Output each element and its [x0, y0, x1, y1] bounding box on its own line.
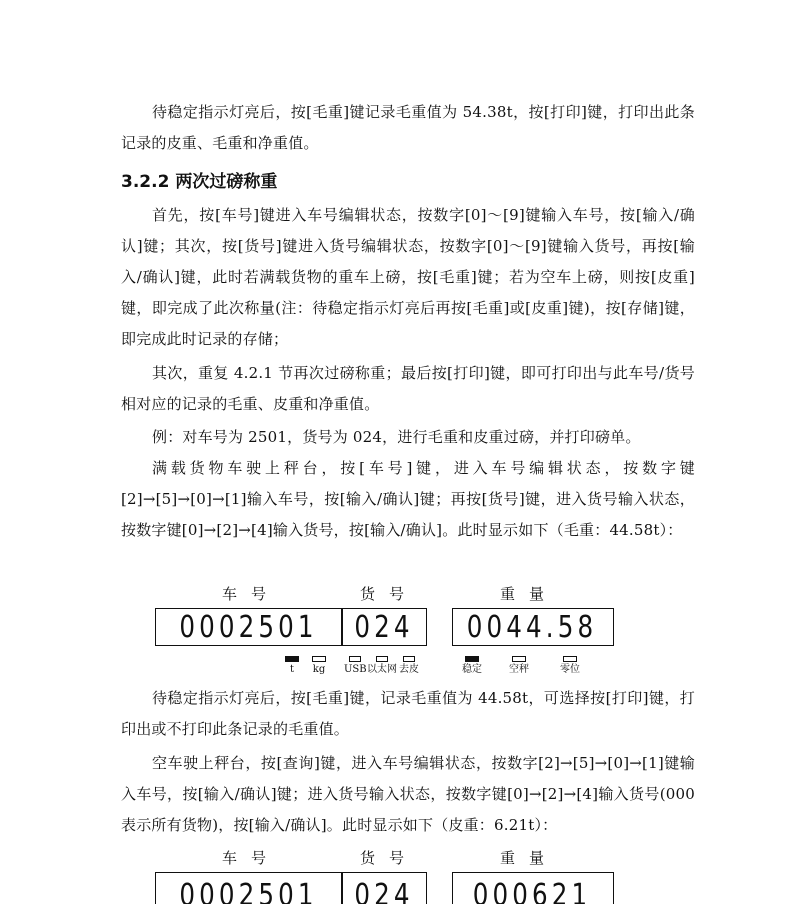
indicator-stable-label: 稳定 — [462, 664, 482, 675]
indicator-usb-lamp — [349, 656, 361, 662]
lcd-weight-panel — [452, 608, 614, 646]
indicator-t-lamp — [285, 656, 299, 662]
lcd-divider-2 — [341, 873, 343, 904]
indicator-empty-scale-lamp — [512, 656, 526, 662]
indicator-kg — [312, 656, 326, 675]
indicator-usb-label: USB — [344, 664, 367, 675]
indicator-tare-lamp — [403, 656, 415, 662]
indicator-tare-label: 去皮 — [399, 664, 419, 675]
indicator-kg-lamp — [312, 656, 326, 662]
lcd-car-no-value-2: 0002501 — [179, 877, 318, 904]
indicator-ethernet — [367, 656, 397, 675]
paragraph-4: 例：对车号为 2501，货号为 024，进行毛重和皮重过磅，并打印磅单。 — [152, 428, 641, 446]
indicator-zero — [560, 656, 580, 675]
indicator-empty-scale-label: 空秤 — [509, 664, 529, 675]
indicator-ethernet-label: 以太网 — [367, 664, 397, 675]
caption-goods-no-2: 货号 — [360, 849, 419, 867]
indicator-t-label: t — [289, 664, 295, 675]
caption-car-no-2: 车号 — [222, 849, 281, 867]
indicator-kg-label: kg — [312, 664, 326, 675]
lcd-car-no-value: 0002501 — [179, 609, 318, 645]
caption-goods-no: 货号 — [360, 585, 419, 603]
indicator-zero-lamp — [563, 656, 577, 662]
caption-car-no: 车号 — [222, 585, 281, 603]
paragraph-1: 待稳定指示灯亮后，按[毛重]键记录毛重值为 54.38t，按[打印]键，打印出此条记录的皮重、毛重和净重值。 — [121, 103, 695, 152]
indicator-zero-label: 零位 — [560, 664, 580, 675]
lcd-weight-value-2: 000621 — [472, 877, 592, 904]
lcd-car-goods-panel — [155, 608, 427, 646]
paragraph-3: 其次，重复 4.2.1 节再次过磅称重；最后按[打印]键，即可打印出与此车号/货号相对应的记录的毛重、皮重和净重值。 — [121, 364, 695, 413]
lcd-weight-value: 0044.58 — [466, 609, 598, 645]
indicator-empty-scale — [509, 656, 529, 675]
paragraph-7: 空车驶上秤台，按[查询]键，进入车号编辑状态，按数字[2]→[5]→[0]→[1]键输入车号，按[输入/确认]键；进入货号输入状态，按数字键[0]→[2]→[4]输入货号(000 表示所有货物)，按[输入/确认]。此时显示如下（皮重：6.21t）： — [121, 754, 695, 834]
section-heading: 3.2.2 两次过磅称重 — [121, 172, 278, 192]
lcd-divider — [341, 609, 343, 645]
lcd-weight-panel-2 — [452, 872, 614, 904]
paragraph-5: 满载货物车驶上秤台，按[车号]键，进入车号编辑状态，按数字键[2]→[5]→[0]→[1]输入车号，按[输入/确认]键；再按[货号]键，进入货号输入状态，按数字键[0]→[2]→[4]输入货号，按[输入/确认]。此时显示如下（毛重：44.58t）： — [121, 459, 695, 539]
lcd-goods-no-value: 024 — [353, 609, 414, 645]
caption-weight: 重量 — [500, 585, 559, 603]
indicator-usb — [344, 656, 367, 675]
paragraph-6: 待稳定指示灯亮后，按[毛重]键，记录毛重值为 44.58t，可选择按[打印]键，打印出或不打印此条记录的毛重值。 — [121, 689, 695, 738]
lcd-goods-no-value-2: 024 — [353, 877, 414, 904]
indicator-stable — [462, 656, 482, 675]
lcd-car-goods-panel-2 — [155, 872, 427, 904]
caption-weight-2: 重量 — [500, 849, 559, 867]
paragraph-2: 首先，按[车号]键进入车号编辑状态，按数字[0]～[9]键输入车号，按[输入/确认]键；其次，按[货号]键进入货号编辑状态，按数字[0]～[9]键输入货号，再按[输入/确认]键，此时若满载货物的重车上磅，按[毛重]键；若为空车上磅，则按[皮重]键，即完成了此次称量(注：待稳定指示灯亮后再按[毛重]或[皮重]键)，按[存储]键，即完成此时记录的存储； — [121, 206, 695, 348]
indicator-t — [285, 656, 299, 675]
indicator-tare — [399, 656, 419, 675]
indicator-stable-lamp — [465, 656, 479, 662]
indicator-ethernet-lamp — [376, 656, 388, 662]
